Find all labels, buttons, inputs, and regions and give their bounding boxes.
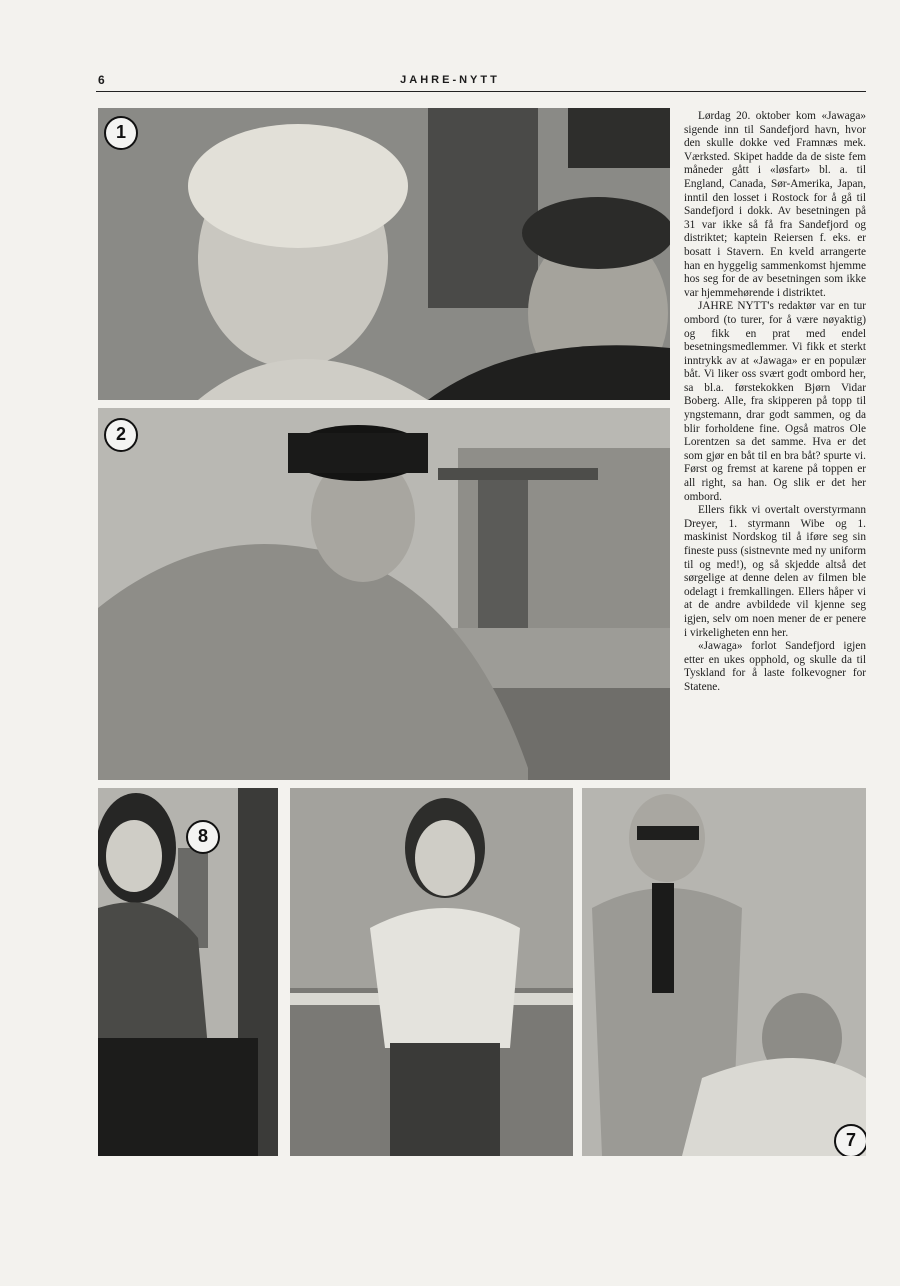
photo-sailor-on-deck: [98, 408, 670, 780]
photo-badge: 8: [186, 820, 220, 854]
photo-woman-at-railing: [290, 788, 573, 1156]
photo-badge: 1: [104, 116, 138, 150]
article-paragraph: Ellers fikk vi overtalt overstyrmann Dreyer, 1. styrmann Wibe og 1. maskinist Nordskog til å iføre seg sin fineste puss (sistnevnte med ny uniform til og med!), og så skjedde altså det sørgelige at denne delen av filmen ble odelagt i fremkallingen. Ellers håper vi at de andre avbildede vil kjenne seg igjen, selv om noen mener de er penere i virkeligheten enn her.: [684, 504, 866, 639]
running-head: JAHRE-NYTT: [400, 74, 500, 86]
photo-woman-and-captain: [98, 108, 670, 400]
photo-two-officers: [582, 788, 866, 1156]
article-paragraph: Lørdag 20. oktober kom «Jawaga» sigende inn til Sandefjord havn, hvor den skulle dokke ved Framnæs mek. Værksted. Skipet hadde da de siste fem måneder gått i «løsfart» bl. a. til England, Canada, Sør-Amerika, Japan, inntil den losset i Rostock for å gå til Sandefjord i dokk. Av besetningen på 31 var ikke så få fra Sandefjord og distriktet; kaptein Reiersen f. eks. er bosatt i Stavern. En kveld arrangerte han en hyggelig sammenkomst hjemme hos seg for de av besetningen som ikke var hjemmehørende i distriktet.: [684, 110, 866, 299]
article-paragraph: «Jawaga» forlot Sandefjord igjen etter en ukes opphold, og skulle da til Tyskland for å laste folkevogner for Statene.: [684, 640, 866, 693]
photo-badge: 7: [834, 1124, 866, 1156]
header-rule: [96, 91, 866, 92]
article-column: [684, 110, 866, 695]
photo-badge: 2: [104, 418, 138, 452]
page-number: 6: [98, 73, 105, 87]
article-paragraph: JAHRE NYTT's redaktør var en tur ombord (to turer, for å være nøyaktig) og fikk en prat med endel besetningsmedlemmer. Vi fikk et sterkt inntrykk av at «Jawaga» er en populær båt. Vi liker oss svært godt ombord her, sa bl.a. førstekokken Bjørn Vidar Boberg. Alle, fra skipperen på topp til yngstemann, drar godt sammen, og da blir forholdene fine. Også matros Ole Lorentzen sa det samme. Hva er det som gjør en båt til en bra båt? spurte vi. Først og fremst at karene på toppen er all right, sa han. Og slik er det her ombord.: [684, 300, 866, 503]
photo-woman-in-galley: [98, 788, 278, 1156]
